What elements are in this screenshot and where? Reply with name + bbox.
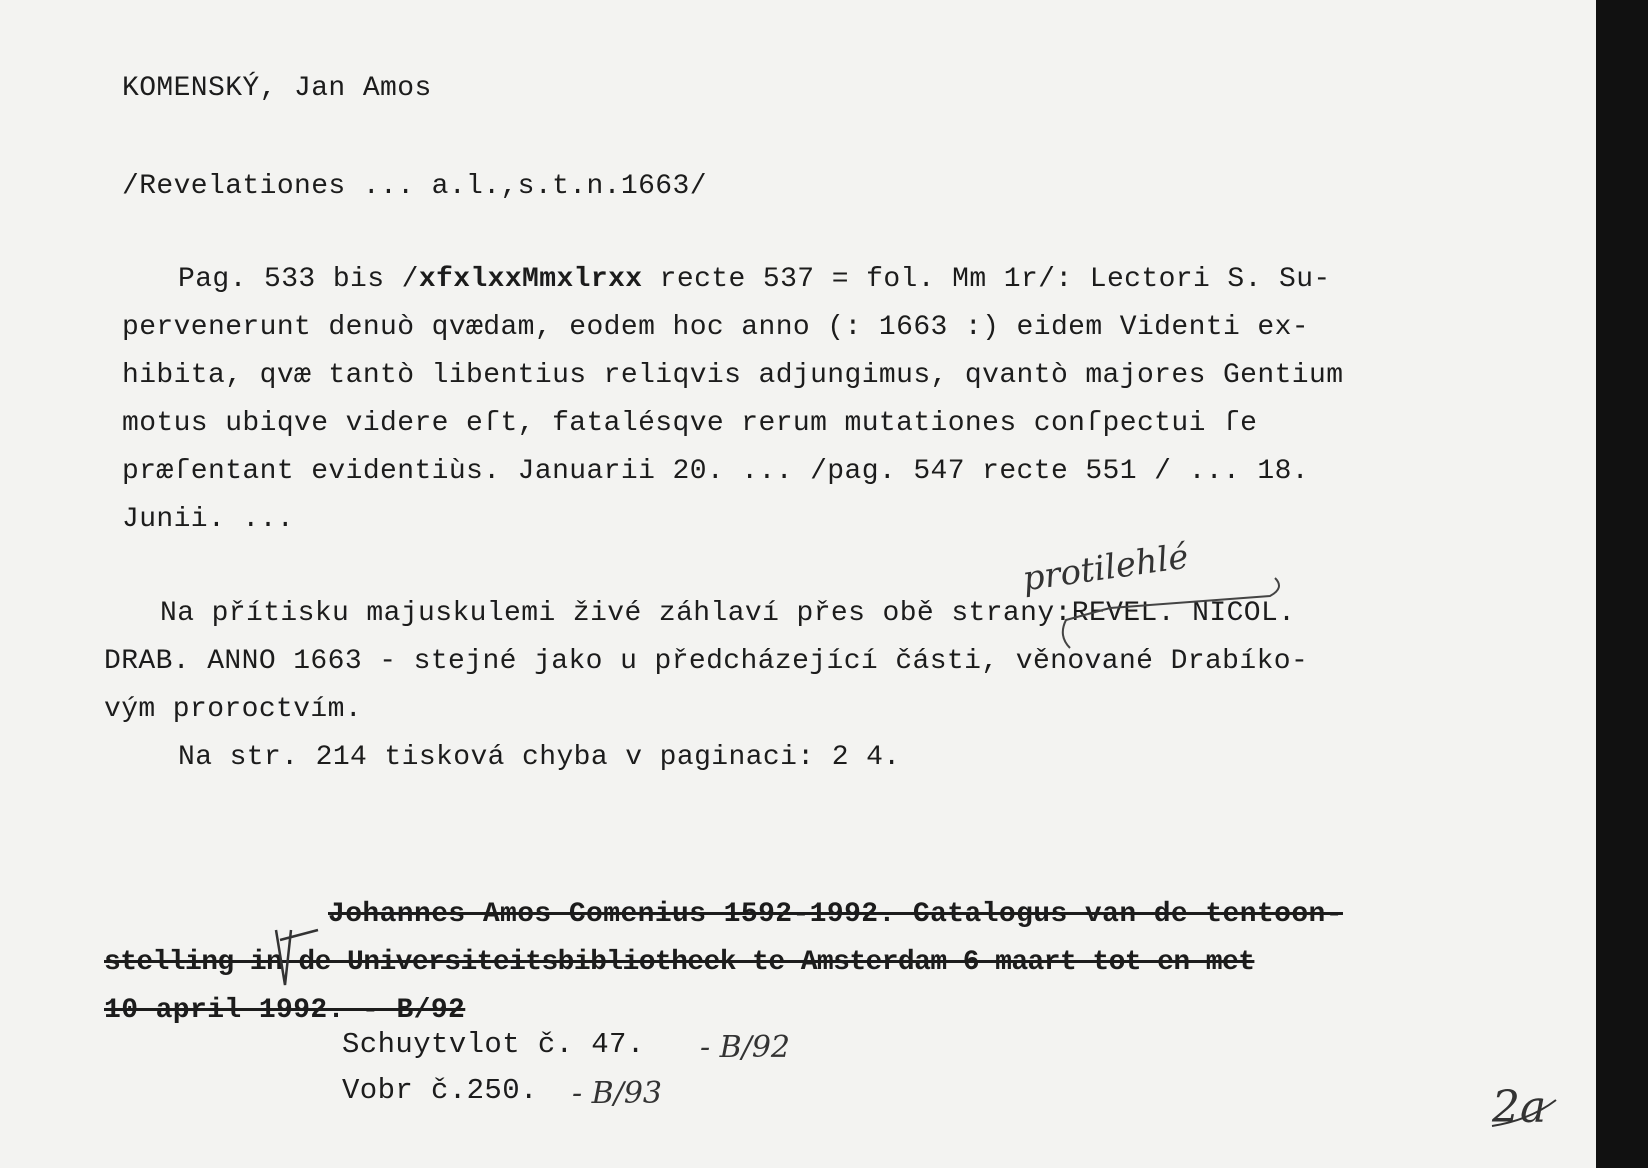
card-number: 2a (1492, 1082, 1547, 1133)
insertion-mark (1063, 578, 1279, 648)
struck-citation-line-3: 10 april 1992. - B/92 (104, 995, 466, 1026)
check-mark (276, 930, 318, 985)
struck-citation-line-2: stelling in de Universiteitsbibliotheek te Amsterdam 6 maart tot en met (104, 947, 1255, 978)
note-line-3: vým proroctvím. (104, 694, 363, 725)
note-line-1: Na přítisku majuskulemi živé záhlaví přes obě strany:REVEL. NICOL. (160, 598, 1296, 629)
reference-vobr: Vobr č.250. (342, 1074, 538, 1107)
description-line-2: pervenerunt denuò qvædam, eodem hoc anno (: 1663 :) eidem Videnti ex- (122, 312, 1309, 343)
description-line-4: motus ubiqve videre eſt, fatalésqve rerum mutationes conſpectui ſe (122, 408, 1258, 439)
struck-citation-line-1: Johannes Amos Comenius 1592-1992. Catalogus van de tentoon- (328, 899, 1343, 930)
description-line-5: præſentant evidentiùs. Januarii 20. ... /pag. 547 recte 551 / ... 18. (122, 456, 1309, 487)
note-line-2: DRAB. ANNO 1663 - stejné jako u předcházející části, věnované Drabíko- (104, 646, 1309, 677)
card-number-underline (1492, 1100, 1556, 1126)
note-line-4: Na str. 214 tisková chyba v paginaci: 2 4. (178, 742, 901, 773)
schuytvlot-shelfmark: - B/92 (700, 1030, 790, 1065)
description-line-6: Junii. ... (122, 504, 295, 535)
handwritten-insert: protilehlé (1020, 536, 1191, 600)
title-line: /Revelationes ... a.l.,s.t.n.1663/ (122, 171, 707, 202)
description-line-1-end: recte 537 = fol. Mm 1r/: Lectori S. Su- (642, 264, 1331, 295)
vobr-shelfmark: - B/93 (572, 1076, 662, 1111)
description-line-1-start: Pag. 533 bis / (178, 264, 419, 295)
crossed-out-text: xfxlxxMmxlrxx (418, 264, 643, 295)
reference-schuytvlot: Schuytvlot č. 47. (342, 1028, 645, 1061)
description-line-3: hibita, qvæ tantò libentius reliqvis adjungimus, qvantò majores Gentium (122, 360, 1344, 391)
card-edge-shadow (1596, 0, 1648, 1168)
author-heading: KOMENSKÝ, Jan Amos (122, 73, 432, 104)
